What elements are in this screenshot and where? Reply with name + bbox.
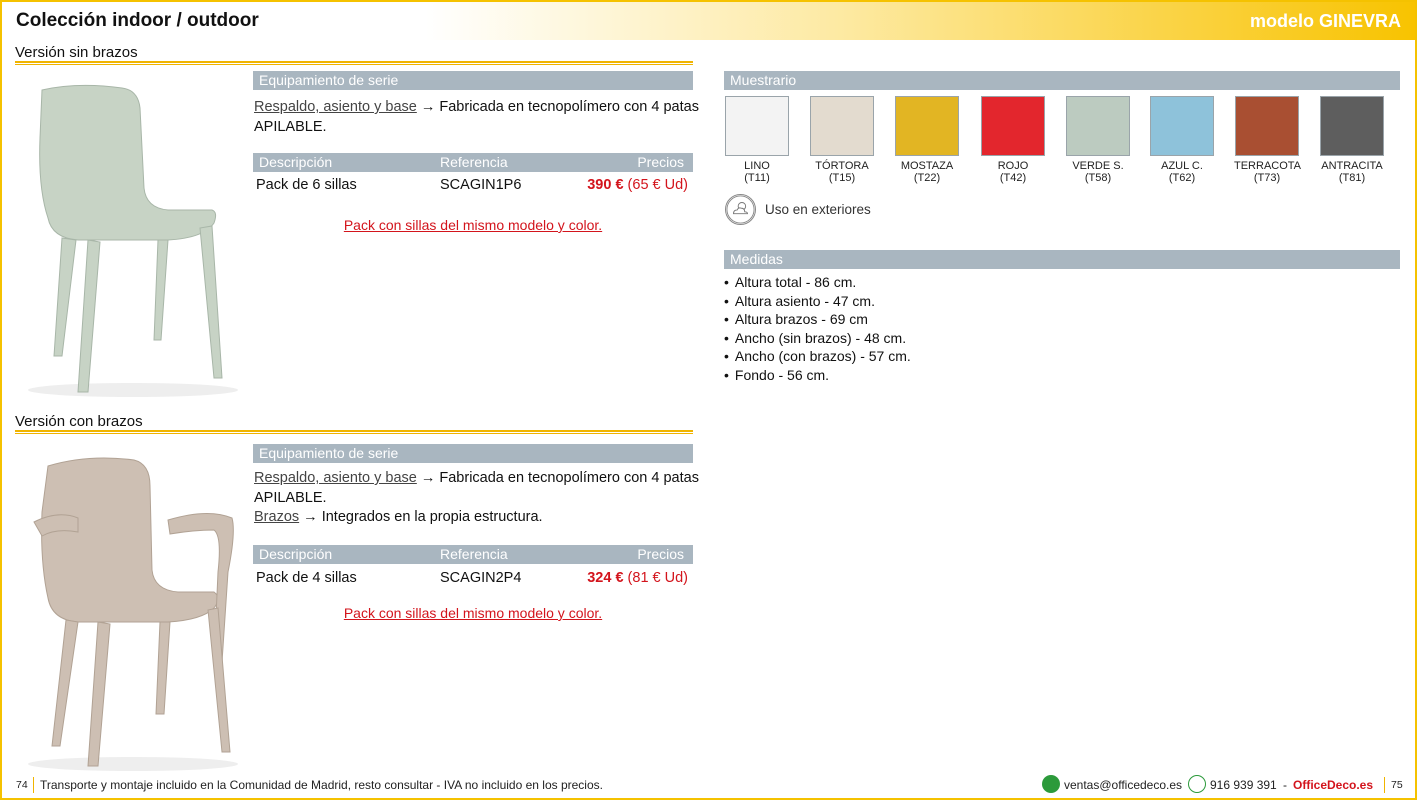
table-row [253,570,693,590]
spec-label: Respaldo, asiento y base [254,99,417,115]
muestrario-header: Muestrario [724,71,1400,90]
outdoor-label: Uso en exteriores [765,202,871,217]
list-item: • Altura asiento - 47 cm. [724,292,911,311]
price-total: 390 € [587,177,624,193]
swatch-name: TERRACOTA [1234,160,1302,172]
equipment-header-con: Equipamiento de serie [253,444,693,463]
list-item: • Altura brazos - 69 cm [724,310,911,329]
spec-line-sin [254,98,699,137]
swatch-code: (T62) [1168,172,1196,184]
collection-title: Colección indoor / outdoor [16,10,259,31]
page-footer [2,772,1415,798]
color-swatch [895,96,959,156]
swatch-code: (T58) [1084,172,1112,184]
chair-image-con-brazos [18,452,248,772]
spec-text-stackable: APILABLE. [254,489,327,506]
swatch-name: VERDE S. [1072,160,1124,172]
spec-text-brazos: Integrados en la propia estructura. [321,509,543,525]
swatch-item [809,96,875,184]
swatch-code: (T15) [828,172,856,184]
swatch-code: (T22) [913,172,941,184]
swatch-name: MOSTAZA [900,160,954,172]
row-precio [587,177,688,193]
page-header [2,2,1415,40]
brand-link[interactable]: OfficeDeco.es [1293,778,1374,792]
color-swatch [1235,96,1299,156]
spec-text-stackable: APILABLE. [254,118,327,135]
row-referencia: SCAGIN2P4 [440,570,522,586]
sun-cloud-icon [725,194,756,225]
list-item: • Fondo - 56 cm. [724,366,911,385]
price-unit: (65 € Ud) [627,177,688,193]
measurements-list [724,273,911,384]
section-rule [15,430,693,434]
swatch-code: (T11) [744,172,770,184]
swatch-item [1149,96,1215,184]
medidas-header: Medidas [724,250,1400,269]
arrow-icon: → [420,99,436,115]
section-title-sin-brazos: Versión sin brazos [15,44,138,61]
swatch-item [1319,96,1385,184]
swatch-item [980,96,1046,184]
color-swatch [810,96,874,156]
swatch-code: (T42) [999,172,1027,184]
arrow-icon: → [420,470,436,486]
swatch-name: AZUL C. [1161,160,1203,172]
row-precio [587,570,688,586]
swatch-item [1234,96,1300,184]
col-referencia: Referencia [440,546,508,562]
section-rule [15,61,693,65]
price-unit: (81 € Ud) [627,570,688,586]
phone-number[interactable]: 916 939 391 [1210,778,1277,792]
color-swatch [1320,96,1384,156]
row-descripcion: Pack de 4 sillas [256,570,357,586]
swatch-item [724,96,790,184]
col-precios: Precios [637,154,684,170]
row-descripcion: Pack de 6 sillas [256,177,357,193]
separator-dash: - [1283,778,1287,792]
swatch-name: TÓRTORA [815,160,869,172]
model-name: modelo GINEVRA [1249,11,1401,31]
phone-icon [1188,775,1206,793]
color-swatch [1066,96,1130,156]
spec-text: Fabricada en tecnopolímero con 4 patas [439,470,699,486]
page-number-left: 74 [16,779,28,791]
chair-image-sin-brazos [18,78,248,398]
price-table-header-con [253,545,693,564]
section-title-con-brazos: Versión con brazos [15,413,143,430]
row-referencia: SCAGIN1P6 [440,177,522,193]
spec-text: Fabricada en tecnopolímero con 4 patas [439,99,699,115]
swatch-name: ROJO [997,160,1029,172]
divider [33,777,34,793]
col-precios: Precios [637,546,684,562]
price-total: 324 € [587,570,624,586]
list-item: • Altura total - 86 cm. [724,273,911,292]
divider [1384,777,1385,793]
spec-line-con [254,469,699,528]
list-item: • Ancho (sin brazos) - 48 cm. [724,329,911,348]
swatch-name: ANTRACITA [1321,160,1383,172]
list-item: • Ancho (con brazos) - 57 cm. [724,347,911,366]
col-descripcion: Descripción [259,546,333,562]
swatch-code: (T73) [1253,172,1281,184]
arrow-icon: → [303,509,318,525]
spec-label-brazos: Brazos [254,509,300,525]
price-table-header-sin [253,153,693,172]
swatch-item [894,96,960,184]
email-icon [1042,775,1060,793]
swatch-name: LINO [744,160,770,172]
swatch-code: (T81) [1338,172,1366,184]
swatch-item [1065,96,1131,184]
equipment-header-sin: Equipamiento de serie [253,71,693,90]
table-row [253,177,693,197]
spec-label: Respaldo, asiento y base [254,470,417,486]
col-descripcion: Descripción [259,154,333,170]
pack-note-sin: Pack con sillas del mismo modelo y color. [343,217,603,233]
color-swatch [725,96,789,156]
email-link[interactable]: ventas@officedeco.es [1064,778,1183,792]
col-referencia: Referencia [440,154,508,170]
color-swatch [981,96,1045,156]
pack-note-con: Pack con sillas del mismo modelo y color. [343,605,603,621]
page-number-right: 75 [1391,779,1403,791]
color-swatch [1150,96,1214,156]
footer-note: Transporte y montaje incluido en la Comunidad de Madrid, resto consultar - IVA no incluido en los precios. [40,778,603,792]
